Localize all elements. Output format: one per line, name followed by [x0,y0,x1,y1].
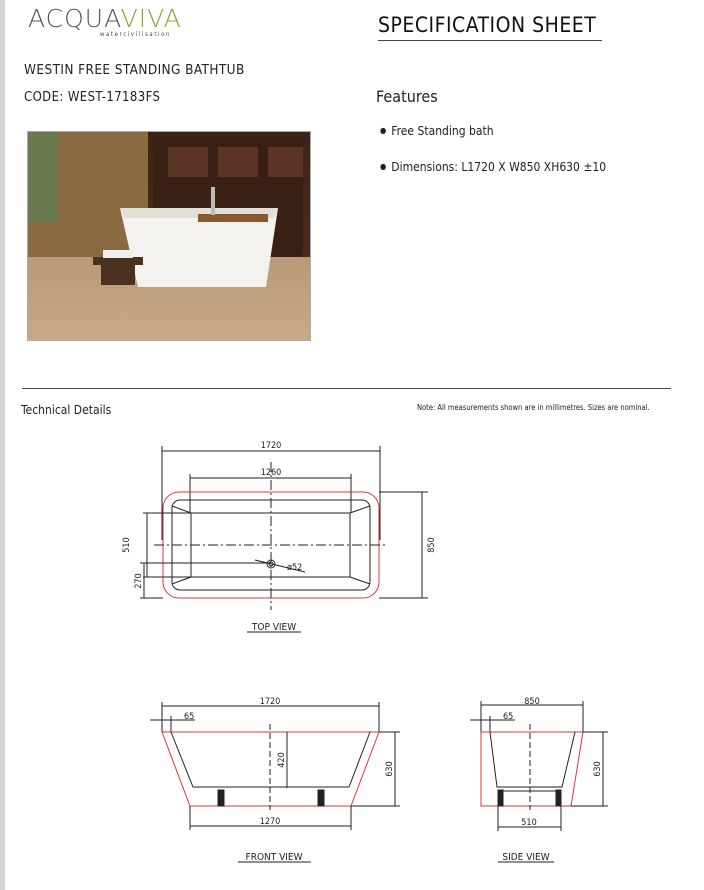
dim-side-height: 630 [593,761,603,777]
dim-side-base: 510 [521,818,537,828]
front-view-drawing [150,702,400,862]
dim-top-inner-width: 510 [122,537,132,553]
dim-front-height: 630 [385,761,395,777]
side-view-drawing [470,701,608,862]
dim-top-length: 1720 [260,441,282,451]
dim-front-base: 1270 [259,817,281,827]
side-view-label: SIDE VIEW [502,852,550,863]
feature-item: ● Free Standing bath [380,124,494,138]
brand-tagline: watercivilisation [100,31,172,38]
top-view-label: TOP VIEW [251,622,297,633]
dim-side-rim: 65 [503,712,514,722]
top-view-drawing [140,446,428,632]
dim-drain: ø52 [287,563,303,573]
product-name: WESTIN FREE STANDING BATHTUB [24,62,245,78]
technical-heading: Technical Details [21,403,112,417]
dim-front-depth: 420 [277,752,287,768]
page-title: SPECIFICATION SHEET [378,13,602,41]
dim-drain-offset: 270 [134,573,144,589]
feature-item: ● Dimensions: L1720 X W850 XH630 ±10 [380,160,606,174]
dim-front-rim: 65 [184,712,195,722]
dim-side-width: 850 [524,697,540,707]
dim-top-inner-length: 1260 [260,468,282,478]
brand-logo: ACQUAVIVA [28,4,182,33]
dim-top-width: 850 [427,537,437,553]
front-view-label: FRONT VIEW [245,852,303,863]
product-code: CODE: WEST-17183FS [24,90,161,105]
measurement-note: Note: All measurements shown are in millimetres. Sizes are nominal. [417,403,650,412]
dim-front-length: 1720 [259,697,281,707]
features-heading: Features [376,87,438,106]
